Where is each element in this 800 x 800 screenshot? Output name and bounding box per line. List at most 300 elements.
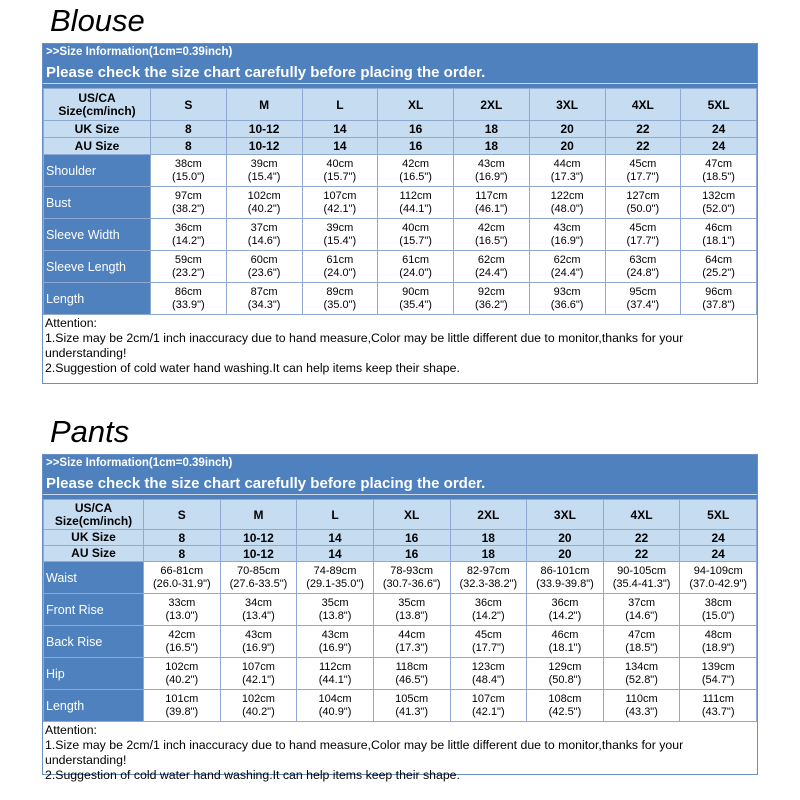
pants-hip-value bbox=[373, 658, 450, 690]
blouse-au-size-label: AU Size bbox=[44, 138, 151, 155]
pants-uk-size-value: 20 bbox=[527, 530, 604, 546]
pants-hip-inch: (46.5") bbox=[395, 673, 428, 686]
blouse-shoulder-inch: (17.7") bbox=[626, 170, 660, 183]
pants-measure-row bbox=[44, 658, 757, 690]
blouse-shoulder-cm: 40cm bbox=[326, 157, 354, 170]
pants-hip-inch: (40.2") bbox=[165, 673, 199, 686]
blouse-length-value bbox=[378, 283, 454, 315]
blouse-shoulder-cm: 39cm bbox=[250, 157, 278, 170]
blouse-shoulder-cm: 44cm bbox=[553, 157, 581, 170]
blouse-shoulder-inch: (15.7") bbox=[323, 170, 357, 183]
blouse-sleeve-length-inch: (24.4") bbox=[475, 266, 508, 279]
blouse-uk-size-value: 18 bbox=[454, 121, 530, 138]
blouse-bust-value bbox=[681, 187, 757, 219]
blouse-au-size-value: 14 bbox=[302, 138, 378, 155]
pants-waist-value bbox=[144, 562, 221, 594]
pants-au-size-row bbox=[44, 546, 757, 562]
pants-au-size-value: 24 bbox=[680, 546, 757, 562]
blouse-length-cm: 89cm bbox=[326, 285, 354, 298]
blouse-uk-size-value: 8 bbox=[151, 121, 227, 138]
pants-waist-value bbox=[450, 562, 527, 594]
pants-waist-inch: (33.9-39.8") bbox=[536, 577, 594, 590]
blouse-uk-size-label: UK Size bbox=[44, 121, 151, 138]
blouse-length-value bbox=[605, 283, 681, 315]
blouse-length-inch: (34.3") bbox=[247, 298, 281, 311]
pants-size-3xl: 3XL bbox=[527, 500, 604, 530]
blouse-measure-row bbox=[44, 155, 757, 187]
pants-back-rise-inch: (16.9") bbox=[242, 641, 275, 654]
blouse-sleeve-length-cm: 59cm bbox=[174, 253, 202, 266]
pants-hip-cm: 129cm bbox=[548, 660, 582, 673]
blouse-sleeve-width-inch: (15.4") bbox=[323, 234, 357, 247]
blouse-uk-size-value: 24 bbox=[681, 121, 757, 138]
pants-measure-row bbox=[44, 594, 757, 626]
blouse-shoulder-value bbox=[681, 155, 757, 187]
pants-front-rise-value bbox=[144, 594, 221, 626]
pants-front-rise-inch: (13.4") bbox=[242, 609, 275, 622]
pants-length-cm: 105cm bbox=[395, 692, 429, 705]
blouse-length-cm: 95cm bbox=[629, 285, 657, 298]
blouse-length-inch: (37.4") bbox=[626, 298, 660, 311]
blouse-bust-inch: (52.0") bbox=[702, 202, 735, 215]
pants-back-rise-label: Back Rise bbox=[44, 626, 144, 658]
pants-front-rise-cm: 34cm bbox=[244, 596, 272, 609]
blouse-shoulder-inch: (15.4") bbox=[247, 170, 281, 183]
blouse-length-inch: (35.0") bbox=[323, 298, 357, 311]
pants-waist-value bbox=[373, 562, 450, 594]
pants-back-rise-value bbox=[450, 626, 527, 658]
pants-length-cm: 111cm bbox=[702, 692, 734, 705]
pants-au-size-value: 20 bbox=[527, 546, 604, 562]
pants-size-4xl: 4XL bbox=[603, 500, 680, 530]
blouse-shoulder-label: Shoulder bbox=[44, 155, 151, 187]
pants-uk-size-value: 10-12 bbox=[220, 530, 297, 546]
pants-length-inch: (43.3") bbox=[625, 705, 658, 718]
blouse-shoulder-cm: 43cm bbox=[477, 157, 505, 170]
pants-size-l: L bbox=[297, 500, 374, 530]
pants-front-rise-value bbox=[527, 594, 604, 626]
blouse-sleeve-width-value bbox=[302, 219, 378, 251]
blouse-title: Blouse bbox=[50, 3, 145, 38]
pants-size-header-label-line2: Size(cm/inch) bbox=[54, 513, 133, 528]
pants-au-size-value: 18 bbox=[450, 546, 527, 562]
blouse-bust-cm: 102cm bbox=[247, 189, 281, 202]
blouse-sleeve-width-inch: (16.9") bbox=[550, 234, 584, 247]
blouse-sleeve-width-inch: (17.7") bbox=[626, 234, 660, 247]
pants-waist-value bbox=[527, 562, 604, 594]
blouse-bust-inch: (38.2") bbox=[172, 202, 205, 215]
pants-waist-value bbox=[297, 562, 374, 594]
pants-back-rise-cm: 46cm bbox=[551, 628, 579, 641]
pants-au-size-value: 14 bbox=[297, 546, 374, 562]
blouse-length-cm: 92cm bbox=[477, 285, 505, 298]
blouse-size-3xl: 3XL bbox=[529, 89, 605, 121]
blouse-sleeve-length-value bbox=[226, 251, 302, 283]
pants-waist-cm: 86-101cm bbox=[540, 564, 590, 577]
blouse-bust-value bbox=[454, 187, 530, 219]
pants-front-rise-inch: (13.8") bbox=[318, 609, 352, 622]
pants-size-header-row bbox=[44, 500, 757, 530]
pants-hip-value bbox=[144, 658, 221, 690]
pants-length-value bbox=[527, 690, 604, 722]
blouse-sleeve-width-inch: (16.5") bbox=[475, 234, 508, 247]
blouse-shoulder-cm: 42cm bbox=[402, 157, 430, 170]
pants-waist-cm: 66-81cm bbox=[160, 564, 204, 577]
blouse-sleeve-length-cm: 63cm bbox=[629, 253, 657, 266]
blouse-bust-inch: (40.2") bbox=[247, 202, 281, 215]
pants-uk-size-value: 24 bbox=[680, 530, 757, 546]
blouse-bust-value bbox=[302, 187, 378, 219]
blouse-bust-value bbox=[378, 187, 454, 219]
pants-length-inch: (40.2") bbox=[242, 705, 275, 718]
pants-waist-inch: (32.3-38.2") bbox=[459, 577, 518, 590]
pants-back-rise-inch: (18.9") bbox=[701, 641, 735, 654]
pants-back-rise-cm: 45cm bbox=[474, 628, 502, 641]
pants-size-table bbox=[43, 499, 757, 722]
blouse-sleeve-width-inch: (14.2") bbox=[172, 234, 205, 247]
blouse-shoulder-value bbox=[302, 155, 378, 187]
blouse-au-size-value: 16 bbox=[378, 138, 454, 155]
blouse-bust-value bbox=[151, 187, 227, 219]
pants-waist-value bbox=[220, 562, 297, 594]
blouse-check-line: Please check the size chart carefully before placing the order. bbox=[46, 64, 486, 81]
blouse-shoulder-inch: (15.0") bbox=[172, 170, 205, 183]
pants-size-2xl: 2XL bbox=[450, 500, 527, 530]
blouse-chart-header bbox=[43, 44, 757, 88]
blouse-sleeve-width-value bbox=[151, 219, 227, 251]
pants-back-rise-value bbox=[297, 626, 374, 658]
pants-length-value bbox=[680, 690, 757, 722]
blouse-sleeve-width-cm: 43cm bbox=[553, 221, 581, 234]
pants-measure-row bbox=[44, 562, 757, 594]
pants-hip-cm: 139cm bbox=[701, 660, 735, 673]
blouse-length-inch: (37.8") bbox=[702, 298, 735, 311]
pants-back-rise-inch: (17.7") bbox=[471, 641, 505, 654]
pants-hip-inch: (52.8") bbox=[625, 673, 658, 686]
blouse-shoulder-value bbox=[378, 155, 454, 187]
blouse-size-chart bbox=[42, 43, 758, 384]
blouse-au-size-value: 24 bbox=[681, 138, 757, 155]
pants-waist-value bbox=[680, 562, 757, 594]
pants-waist-inch: (35.4-41.3") bbox=[612, 577, 671, 590]
pants-front-rise-value bbox=[603, 594, 680, 626]
pants-back-rise-inch: (16.9") bbox=[318, 641, 352, 654]
pants-back-rise-cm: 42cm bbox=[168, 628, 196, 641]
blouse-bust-cm: 132cm bbox=[702, 189, 736, 202]
pants-hip-cm: 118cm bbox=[395, 660, 428, 673]
blouse-sleeve-length-cm: 62cm bbox=[553, 253, 581, 266]
pants-front-rise-cm: 35cm bbox=[398, 596, 426, 609]
pants-back-rise-inch: (18.5") bbox=[625, 641, 658, 654]
pants-size-chart bbox=[42, 454, 758, 782]
blouse-shoulder-value bbox=[605, 155, 681, 187]
pants-au-size-value: 10-12 bbox=[220, 546, 297, 562]
pants-front-rise-value bbox=[220, 594, 297, 626]
pants-waist-cm: 90-105cm bbox=[617, 564, 667, 577]
pants-hip-value bbox=[297, 658, 374, 690]
pants-front-rise-inch: (14.2") bbox=[471, 609, 505, 622]
blouse-sleeve-width-inch: (15.7") bbox=[399, 234, 432, 247]
blouse-shoulder-cm: 38cm bbox=[174, 157, 202, 170]
blouse-shoulder-value bbox=[529, 155, 605, 187]
blouse-info-line: >>Size Information(1cm=0.39inch) bbox=[46, 46, 233, 58]
blouse-bust-cm: 107cm bbox=[323, 189, 357, 202]
blouse-sleeve-length-value bbox=[378, 251, 454, 283]
blouse-length-cm: 87cm bbox=[250, 285, 278, 298]
blouse-bust-value bbox=[605, 187, 681, 219]
blouse-length-cm: 86cm bbox=[174, 285, 202, 298]
pants-front-rise-cm: 37cm bbox=[628, 596, 656, 609]
blouse-sleeve-width-value bbox=[605, 219, 681, 251]
pants-uk-size-value: 8 bbox=[144, 530, 221, 546]
blouse-bust-inch: (46.1") bbox=[475, 202, 508, 215]
pants-hip-cm: 102cm bbox=[165, 660, 199, 673]
pants-hip-inch: (48.4") bbox=[471, 673, 505, 686]
pants-waist-inch: (37.0-42.9") bbox=[689, 577, 748, 590]
blouse-bust-cm: 97cm bbox=[174, 189, 202, 202]
pants-front-rise-value bbox=[680, 594, 757, 626]
pants-uk-size-value: 14 bbox=[297, 530, 374, 546]
pants-front-rise-cm: 38cm bbox=[704, 596, 732, 609]
pants-front-rise-inch: (13.0") bbox=[165, 609, 199, 622]
pants-hip-value bbox=[603, 658, 680, 690]
blouse-sleeve-width-value bbox=[378, 219, 454, 251]
blouse-sleeve-length-inch: (24.0") bbox=[399, 266, 432, 279]
blouse-size-s: S bbox=[151, 89, 227, 121]
pants-hip-cm: 123cm bbox=[471, 660, 505, 673]
pants-back-rise-cm: 44cm bbox=[398, 628, 426, 641]
blouse-bust-cm: 127cm bbox=[626, 189, 660, 202]
pants-waist-inch: (29.1-35.0") bbox=[306, 577, 364, 590]
blouse-sleeve-length-cm: 62cm bbox=[477, 253, 505, 266]
pants-size-s: S bbox=[144, 500, 221, 530]
pants-length-cm: 108cm bbox=[548, 692, 582, 705]
blouse-sleeve-width-cm: 40cm bbox=[402, 221, 430, 234]
pants-waist-cm: 70-85cm bbox=[237, 564, 280, 577]
blouse-sleeve-width-value bbox=[226, 219, 302, 251]
blouse-sleeve-length-cm: 64cm bbox=[705, 253, 733, 266]
blouse-bust-value bbox=[529, 187, 605, 219]
blouse-sleeve-width-value bbox=[454, 219, 530, 251]
blouse-sleeve-length-value bbox=[454, 251, 530, 283]
blouse-bust-label: Bust bbox=[44, 187, 151, 219]
pants-front-rise-cm: 35cm bbox=[321, 596, 349, 609]
blouse-size-m: M bbox=[226, 89, 302, 121]
blouse-attention: Attention: bbox=[45, 316, 97, 330]
blouse-size-5xl: 5XL bbox=[681, 89, 757, 121]
pants-length-inch: (40.9") bbox=[318, 705, 352, 718]
pants-measure-row bbox=[44, 626, 757, 658]
blouse-sleeve-width-label: Sleeve Width bbox=[44, 219, 151, 251]
pants-hip-cm: 134cm bbox=[625, 660, 659, 673]
pants-waist-inch: (26.0-31.9") bbox=[152, 577, 211, 590]
blouse-sleeve-length-cm: 60cm bbox=[250, 253, 278, 266]
blouse-length-cm: 93cm bbox=[553, 285, 581, 298]
pants-note-2: 2.Suggestion of cold water hand washing.It can help items keep their shape. bbox=[45, 768, 460, 782]
pants-hip-value bbox=[680, 658, 757, 690]
blouse-sleeve-width-value bbox=[681, 219, 757, 251]
blouse-uk-size-value: 10-12 bbox=[226, 121, 302, 138]
pants-back-rise-cm: 48cm bbox=[704, 628, 732, 641]
blouse-size-header-row bbox=[44, 89, 757, 121]
blouse-size-header-label-line1: US/CA bbox=[78, 90, 116, 105]
pants-waist-cm: 78-93cm bbox=[390, 564, 434, 577]
pants-waist-cm: 74-89cm bbox=[313, 564, 357, 577]
pants-au-size-value: 22 bbox=[603, 546, 680, 562]
pants-info-line: >>Size Information(1cm=0.39inch) bbox=[46, 457, 233, 469]
blouse-size-header-label bbox=[44, 89, 151, 121]
pants-measure-row bbox=[44, 690, 757, 722]
pants-back-rise-inch: (17.3") bbox=[395, 641, 428, 654]
blouse-size-2xl: 2XL bbox=[454, 89, 530, 121]
pants-front-rise-cm: 36cm bbox=[551, 596, 579, 609]
pants-front-rise-inch: (14.6") bbox=[625, 609, 658, 622]
blouse-sleeve-length-cm: 61cm bbox=[326, 253, 354, 266]
blouse-shoulder-inch: (16.5") bbox=[399, 170, 432, 183]
blouse-uk-size-value: 14 bbox=[302, 121, 378, 138]
blouse-sleeve-length-inch: (24.0") bbox=[323, 266, 357, 279]
pants-chart-header bbox=[43, 455, 757, 499]
blouse-length-value bbox=[529, 283, 605, 315]
blouse-au-size-value: 18 bbox=[454, 138, 530, 155]
blouse-sleeve-width-cm: 45cm bbox=[629, 221, 657, 234]
pants-hip-inch: (42.1") bbox=[242, 673, 275, 686]
pants-length-value bbox=[144, 690, 221, 722]
pants-length-value bbox=[450, 690, 527, 722]
blouse-bust-cm: 112cm bbox=[399, 189, 432, 202]
pants-length-cm: 104cm bbox=[318, 692, 352, 705]
pants-length-inch: (43.7") bbox=[701, 705, 735, 718]
blouse-measure-row bbox=[44, 219, 757, 251]
pants-back-rise-inch: (16.5") bbox=[165, 641, 199, 654]
pants-au-size-value: 8 bbox=[144, 546, 221, 562]
blouse-sleeve-length-value bbox=[605, 251, 681, 283]
pants-hip-label: Hip bbox=[44, 658, 144, 690]
pants-back-rise-cm: 43cm bbox=[321, 628, 349, 641]
blouse-uk-size-value: 16 bbox=[378, 121, 454, 138]
blouse-uk-size-row bbox=[44, 121, 757, 138]
blouse-length-value bbox=[681, 283, 757, 315]
pants-attention: Attention: bbox=[45, 723, 97, 737]
pants-note-1: 1.Size may be 2cm/1 inch inaccuracy due to hand measure,Color may be little different due to monitor,thanks for your understanding! bbox=[45, 738, 684, 767]
pants-waist-label: Waist bbox=[44, 562, 144, 594]
blouse-au-size-row bbox=[44, 138, 757, 155]
blouse-bust-inch: (48.0") bbox=[550, 202, 584, 215]
pants-size-xl: XL bbox=[373, 500, 450, 530]
pants-back-rise-value bbox=[220, 626, 297, 658]
blouse-sleeve-width-inch: (18.1") bbox=[702, 234, 735, 247]
blouse-length-cm: 96cm bbox=[705, 285, 733, 298]
pants-waist-cm: 94-109cm bbox=[693, 564, 743, 577]
pants-front-rise-value bbox=[373, 594, 450, 626]
pants-au-size-label: AU Size bbox=[44, 546, 144, 562]
blouse-sleeve-width-cm: 36cm bbox=[174, 221, 202, 234]
blouse-size-header-label-line2: Size(cm/inch) bbox=[58, 103, 136, 118]
blouse-notes bbox=[43, 315, 757, 376]
pants-front-rise-cm: 33cm bbox=[168, 596, 196, 609]
pants-length-inch: (41.3") bbox=[395, 705, 428, 718]
blouse-measure-row bbox=[44, 251, 757, 283]
blouse-shoulder-value bbox=[226, 155, 302, 187]
pants-waist-inch: (27.6-33.5") bbox=[229, 577, 288, 590]
blouse-uk-size-value: 22 bbox=[605, 121, 681, 138]
pants-notes bbox=[43, 722, 757, 783]
pants-length-inch: (42.5") bbox=[548, 705, 582, 718]
blouse-sleeve-width-cm: 46cm bbox=[705, 221, 733, 234]
blouse-bust-value bbox=[226, 187, 302, 219]
pants-front-rise-cm: 36cm bbox=[474, 596, 502, 609]
pants-uk-size-value: 22 bbox=[603, 530, 680, 546]
pants-uk-size-label: UK Size bbox=[44, 530, 144, 546]
blouse-bust-inch: (44.1") bbox=[399, 202, 432, 215]
pants-hip-value bbox=[450, 658, 527, 690]
blouse-shoulder-value bbox=[151, 155, 227, 187]
pants-length-cm: 101cm bbox=[165, 692, 199, 705]
pants-length-value bbox=[220, 690, 297, 722]
blouse-bust-cm: 122cm bbox=[550, 189, 584, 202]
blouse-sleeve-length-value bbox=[681, 251, 757, 283]
blouse-au-size-value: 22 bbox=[605, 138, 681, 155]
pants-front-rise-value bbox=[450, 594, 527, 626]
blouse-length-value bbox=[302, 283, 378, 315]
pants-hip-cm: 112cm bbox=[318, 660, 352, 673]
blouse-sleeve-length-value bbox=[302, 251, 378, 283]
pants-hip-inch: (54.7") bbox=[701, 673, 735, 686]
blouse-length-value bbox=[226, 283, 302, 315]
blouse-measure-row bbox=[44, 283, 757, 315]
pants-back-rise-value bbox=[373, 626, 450, 658]
pants-size-m: M bbox=[220, 500, 297, 530]
blouse-measure-row bbox=[44, 187, 757, 219]
pants-waist-cm: 82-97cm bbox=[466, 564, 510, 577]
pants-uk-size-row bbox=[44, 530, 757, 546]
pants-waist-inch: (30.7-36.6") bbox=[382, 577, 441, 590]
pants-size-header-label-line1: US/CA bbox=[74, 500, 113, 515]
blouse-shoulder-value bbox=[454, 155, 530, 187]
pants-uk-size-value: 16 bbox=[373, 530, 450, 546]
pants-waist-value bbox=[603, 562, 680, 594]
blouse-sleeve-length-inch: (24.4") bbox=[550, 266, 584, 279]
blouse-sleeve-width-cm: 37cm bbox=[250, 221, 278, 234]
blouse-note-2: 2.Suggestion of cold water hand washing.It can help items keep their shape. bbox=[45, 361, 460, 375]
blouse-sleeve-width-cm: 42cm bbox=[477, 221, 505, 234]
blouse-sleeve-length-value bbox=[529, 251, 605, 283]
pants-front-rise-inch: (15.0") bbox=[701, 609, 735, 622]
blouse-length-inch: (33.9") bbox=[172, 298, 205, 311]
blouse-sleeve-length-inch: (23.2") bbox=[172, 266, 205, 279]
blouse-length-cm: 90cm bbox=[402, 285, 430, 298]
pants-length-inch: (39.8") bbox=[165, 705, 199, 718]
blouse-sleeve-length-inch: (24.8") bbox=[626, 266, 660, 279]
pants-back-rise-value bbox=[680, 626, 757, 658]
pants-size-header-label bbox=[44, 500, 144, 530]
blouse-sleeve-width-inch: (14.6") bbox=[247, 234, 281, 247]
pants-hip-cm: 107cm bbox=[241, 660, 275, 673]
blouse-shoulder-inch: (17.3") bbox=[550, 170, 584, 183]
pants-length-label: Length bbox=[44, 690, 144, 722]
pants-length-inch: (42.1") bbox=[471, 705, 505, 718]
pants-hip-value bbox=[220, 658, 297, 690]
blouse-uk-size-value: 20 bbox=[529, 121, 605, 138]
pants-front-rise-inch: (13.8") bbox=[395, 609, 428, 622]
blouse-sleeve-length-value bbox=[151, 251, 227, 283]
pants-hip-inch: (50.8") bbox=[548, 673, 582, 686]
pants-length-value bbox=[603, 690, 680, 722]
pants-uk-size-value: 18 bbox=[450, 530, 527, 546]
blouse-size-table bbox=[43, 88, 757, 315]
pants-length-value bbox=[297, 690, 374, 722]
blouse-note-1: 1.Size may be 2cm/1 inch inaccuracy due to hand measure,Color may be little different due to monitor,thanks for your understanding! bbox=[45, 331, 684, 360]
